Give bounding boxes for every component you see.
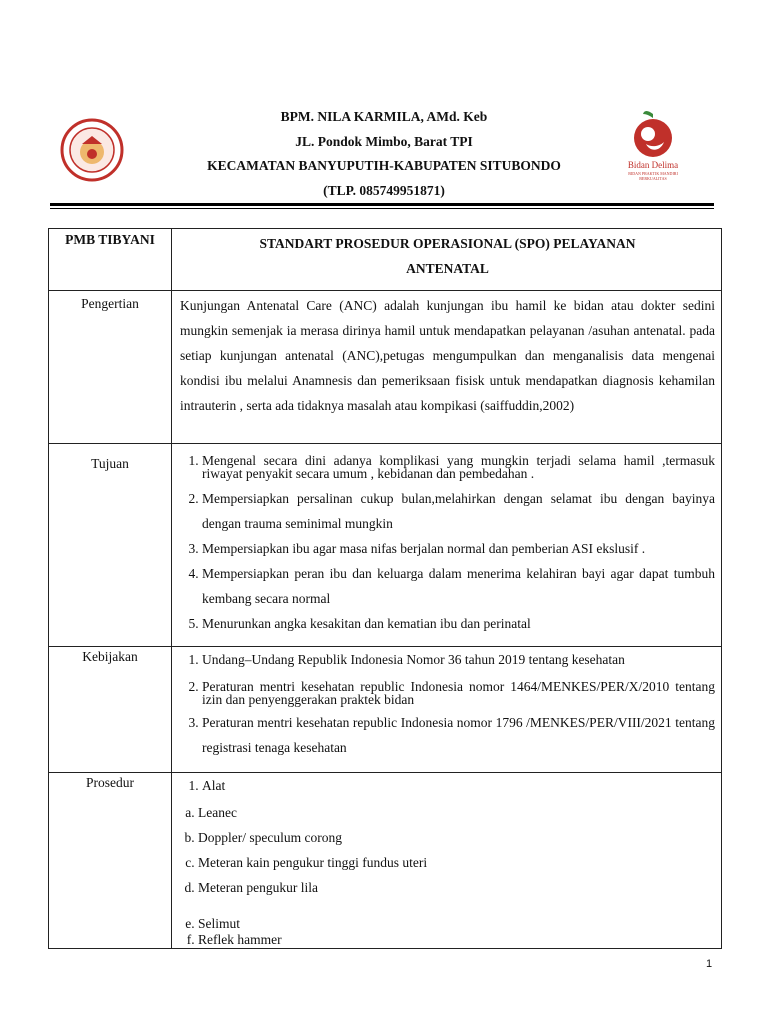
letterhead-line-1: BPM. NILA KARMILA, AMd. Keb	[280, 109, 488, 124]
list-item: 4. Mempersiapkan peran ibu dan keluarga dalam menerima kelahiran bayi agar dapat tumbuh kembang secara normal	[202, 561, 715, 611]
letterhead-line-3: KECAMATAN BANYUPUTIH-KABUPATEN SITUBONDO	[207, 158, 561, 173]
list-item: d. Meteran pengukur lila	[198, 875, 715, 900]
list-item: 2. Peraturan mentri kesehatan republic Indonesia nomor 1464/MENKES/PER/X/2010 tentang izin dan penyenggerakan praktek bidan	[202, 672, 715, 710]
table-title-line-2: ANTENATAL	[406, 261, 489, 276]
list-item: 1. Undang–Undang Republik Indonesia Nomor 36 tahun 2019 tentang kesehatan	[202, 647, 715, 672]
letterhead-line-2: JL. Pondok Mimbo, Barat TPI	[295, 133, 473, 149]
row-content-kebijakan	[172, 647, 722, 773]
row-content-prosedur	[172, 773, 722, 949]
table-title-line-1: STANDART PROSEDUR OPERASIONAL (SPO) PELAYANAN	[259, 236, 636, 251]
alat-sublist	[180, 800, 715, 948]
page-number: 1	[706, 958, 713, 970]
list-item: 2. Mempersiapkan persalinan cukup bulan,melahirkan dengan selamat ibu dengan bayinya dengan trauma seminimal mungkin	[202, 486, 715, 536]
pengertian-text: Kunjungan Antenatal Care (ANC) adalah kunjungan ibu hamil ke bidan atau dokter sedini mungkin semenjak ia merasa dirinya hamil untuk mendapatkan pelayanan /asuhan antenatal. pada setiap kunjungan antenatal (ANC),petugas mengumpulkan dan menganalisis data mengenai kondisi ibu melalui Anamnesis dan pemeriksaan fisisk untuk mendapatkan diagnosis kehamilan intrauterin , serta ada tidaknya masalah atau kompikasi (saiffuddin,2002)	[180, 298, 715, 413]
row-label-prosedur: Prosedur	[49, 773, 172, 949]
table-row-tujuan	[49, 444, 722, 647]
list-item: 5. Menurunkan angka kesakitan dan kematian ibu dan perinatal	[202, 611, 715, 636]
row-content-tujuan	[172, 444, 722, 647]
table-row-prosedur	[49, 773, 722, 949]
table-header-org: PMB TIBYANI	[49, 229, 172, 291]
kebijakan-list	[180, 647, 715, 760]
header-rule-thick	[50, 203, 714, 206]
list-item: c. Meteran kain pengukur tinggi fundus uteri	[198, 850, 715, 875]
logo-caption: Bidan Delima	[627, 160, 679, 170]
table-row-pengertian	[49, 291, 722, 444]
table-row-kebijakan	[49, 647, 722, 773]
list-item: 3. Mempersiapkan ibu agar masa nifas berjalan normal dan pemberian ASI ekslusif .	[202, 536, 715, 561]
prosedur-list	[180, 773, 715, 798]
list-item: f. Reflek hammer	[198, 932, 715, 948]
list-item: 3. Peraturan mentri kesehatan republic Indonesia nomor 1796 /MENKES/PER/VIII/2021 tentang registrasi tenaga kesehatan	[202, 710, 715, 760]
row-content-pengertian	[172, 291, 722, 444]
header-rule-thin	[50, 208, 714, 209]
tujuan-list	[180, 448, 715, 636]
row-label-tujuan: Tujuan	[49, 444, 172, 647]
list-item: a. Leanec	[198, 800, 715, 825]
letterhead-line-4: (TLP. 085749951871)	[323, 182, 445, 198]
list-item	[202, 773, 715, 798]
row-label-kebijakan: Kebijakan	[49, 647, 172, 773]
list-item: 1. Mengenal secara dini adanya komplikasi yang mungkin terjadi selama hamil ,termasuk riwayat penyakit secara umum , kebidanan dan pembedahan .	[202, 448, 715, 486]
spo-table	[48, 228, 722, 949]
list-item: b. Doppler/ speculum corong	[198, 825, 715, 850]
table-header-row	[49, 229, 722, 291]
letterhead	[0, 105, 768, 203]
prosedur-item-alat: Alat	[202, 778, 226, 793]
row-label-pengertian: Pengertian	[49, 291, 172, 444]
list-item: e. Selimut	[198, 916, 715, 932]
table-header-title	[172, 229, 722, 291]
logo-small-text: BIDAN PRAKTIK MANDIRI BERKUALITAS	[628, 171, 678, 181]
